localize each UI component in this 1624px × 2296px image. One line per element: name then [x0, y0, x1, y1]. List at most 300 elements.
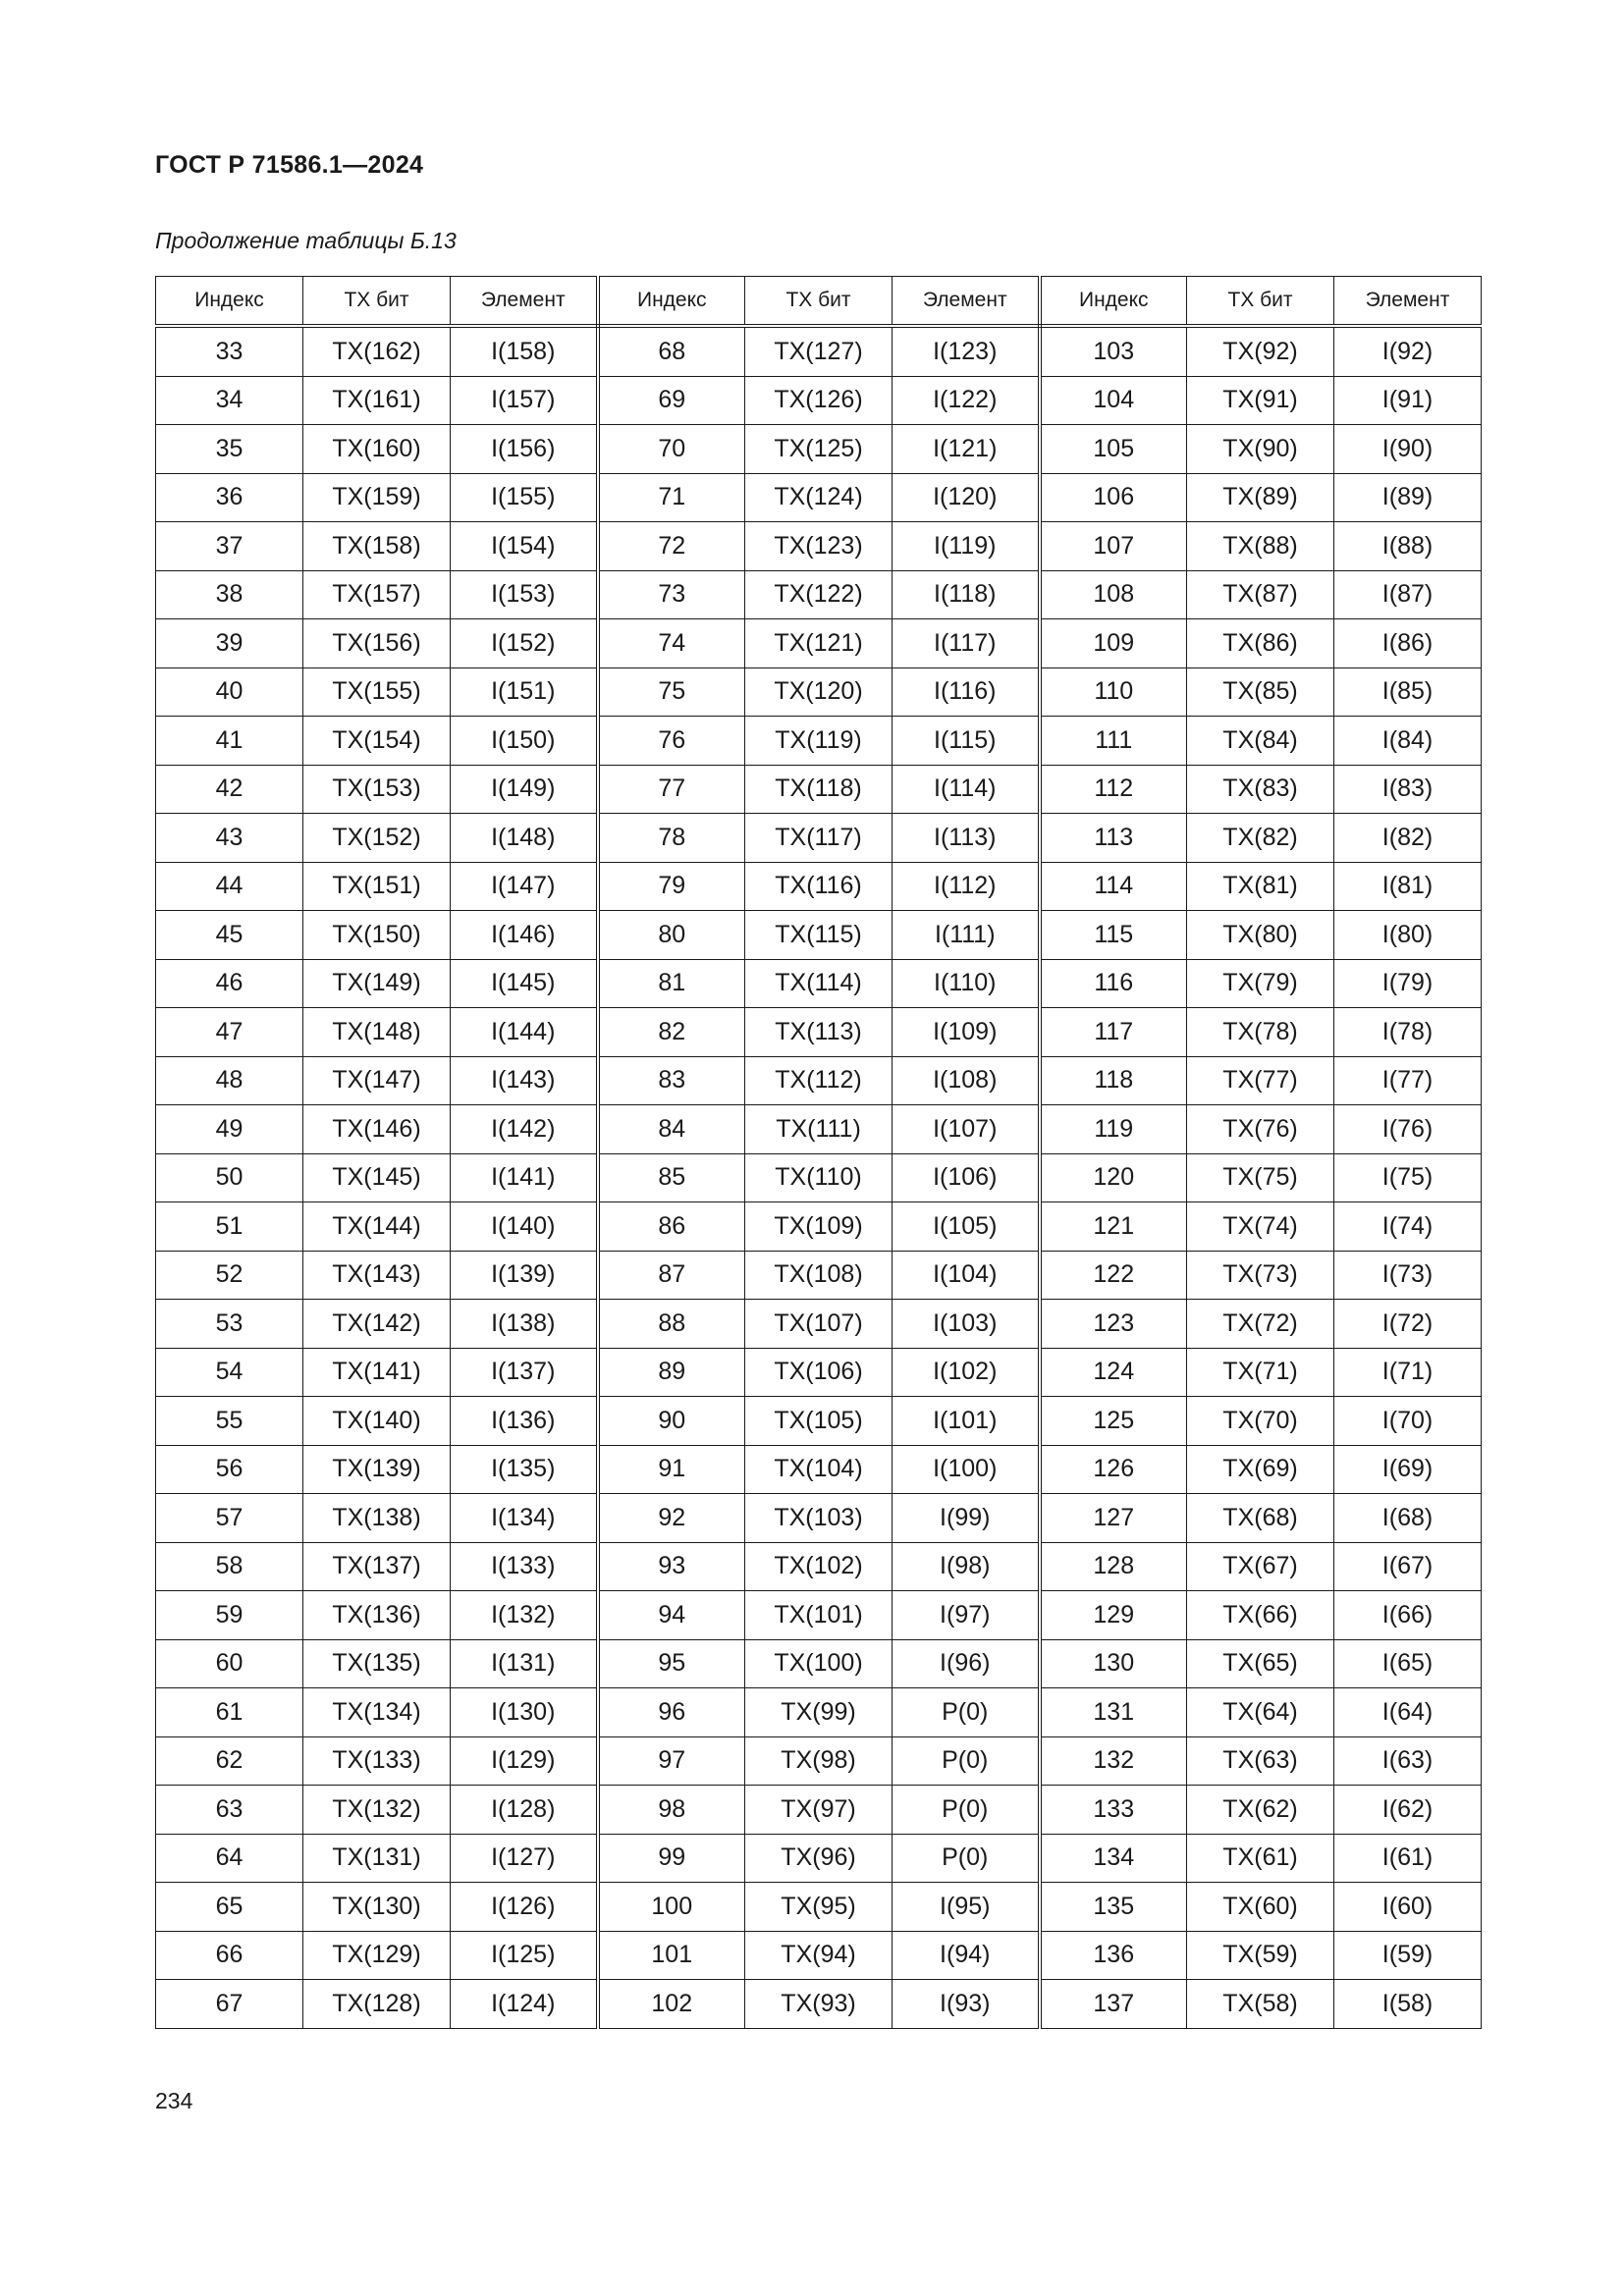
- table-cell: 135: [1040, 1883, 1187, 1932]
- table-cell: 73: [598, 570, 745, 619]
- table-row: [156, 570, 1482, 619]
- table-cell: 55: [156, 1397, 303, 1446]
- table-row: [156, 1542, 1482, 1591]
- table-cell: 133: [1040, 1786, 1187, 1835]
- table-cell: TX(129): [303, 1931, 451, 1980]
- header-row: [156, 277, 1482, 327]
- table-cell: P(0): [893, 1688, 1040, 1737]
- table-cell: 129: [1040, 1591, 1187, 1640]
- table-cell: TX(134): [303, 1688, 451, 1737]
- table-row: [156, 1688, 1482, 1737]
- table-cell: 104: [1040, 376, 1187, 425]
- table-cell: 124: [1040, 1348, 1187, 1397]
- table-cell: I(123): [893, 326, 1040, 376]
- table-cell: 33: [156, 326, 303, 376]
- data-table: [155, 276, 1482, 2029]
- table-cell: I(151): [451, 667, 598, 717]
- table-cell: I(118): [893, 570, 1040, 619]
- table-row: [156, 1834, 1482, 1883]
- table-cell: TX(148): [303, 1008, 451, 1057]
- table-cell: I(97): [893, 1591, 1040, 1640]
- table-cell: TX(77): [1187, 1056, 1334, 1105]
- table-cell: 117: [1040, 1008, 1187, 1057]
- table-cell: 78: [598, 814, 745, 863]
- table-row: [156, 1397, 1482, 1446]
- table-cell: 82: [598, 1008, 745, 1057]
- table-cell: 52: [156, 1251, 303, 1300]
- table-cell: I(74): [1334, 1202, 1482, 1252]
- table-cell: I(112): [893, 862, 1040, 911]
- table-cell: TX(94): [745, 1931, 893, 1980]
- table-cell: I(156): [451, 425, 598, 474]
- table-cell: 122: [1040, 1251, 1187, 1300]
- table-cell: 130: [1040, 1639, 1187, 1688]
- table-cell: TX(123): [745, 522, 893, 571]
- table-cell: 97: [598, 1736, 745, 1786]
- table-cell: TX(81): [1187, 862, 1334, 911]
- table-cell: 84: [598, 1105, 745, 1154]
- table-cell: TX(122): [745, 570, 893, 619]
- table-cell: TX(78): [1187, 1008, 1334, 1057]
- table-cell: 63: [156, 1786, 303, 1835]
- table-cell: TX(108): [745, 1251, 893, 1300]
- table-cell: I(120): [893, 473, 1040, 522]
- table-cell: I(148): [451, 814, 598, 863]
- table-cell: TX(145): [303, 1153, 451, 1202]
- table-cell: I(150): [451, 717, 598, 766]
- table-cell: 105: [1040, 425, 1187, 474]
- table-cell: I(109): [893, 1008, 1040, 1057]
- table-cell: TX(120): [745, 667, 893, 717]
- table-cell: TX(71): [1187, 1348, 1334, 1397]
- table-cell: 85: [598, 1153, 745, 1202]
- table-cell: I(96): [893, 1639, 1040, 1688]
- table-row: [156, 1980, 1482, 2029]
- table-body: [156, 326, 1482, 2028]
- table-cell: I(146): [451, 911, 598, 960]
- table-cell: I(61): [1334, 1834, 1482, 1883]
- table-cell: TX(142): [303, 1300, 451, 1349]
- table-cell: TX(102): [745, 1542, 893, 1591]
- table-cell: TX(97): [745, 1786, 893, 1835]
- table-cell: TX(162): [303, 326, 451, 376]
- table-cell: I(90): [1334, 425, 1482, 474]
- table-cell: I(101): [893, 1397, 1040, 1446]
- col-header-tx-bit-3: TX бит: [1187, 277, 1334, 327]
- table-row: [156, 522, 1482, 571]
- table-cell: 83: [598, 1056, 745, 1105]
- table-cell: 134: [1040, 1834, 1187, 1883]
- table-cell: I(89): [1334, 473, 1482, 522]
- table-cell: TX(105): [745, 1397, 893, 1446]
- table-cell: TX(92): [1187, 326, 1334, 376]
- table-cell: 127: [1040, 1494, 1187, 1543]
- table-cell: 101: [598, 1931, 745, 1980]
- table-cell: 118: [1040, 1056, 1187, 1105]
- table-cell: I(143): [451, 1056, 598, 1105]
- table-cell: I(71): [1334, 1348, 1482, 1397]
- table-cell: I(140): [451, 1202, 598, 1252]
- col-header-element-1: Элемент: [451, 277, 598, 327]
- table-cell: 42: [156, 765, 303, 814]
- table-cell: 62: [156, 1736, 303, 1786]
- table-cell: I(88): [1334, 522, 1482, 571]
- table-cell: 121: [1040, 1202, 1187, 1252]
- table-cell: 70: [598, 425, 745, 474]
- table-cell: TX(88): [1187, 522, 1334, 571]
- table-cell: 66: [156, 1931, 303, 1980]
- table-cell: TX(87): [1187, 570, 1334, 619]
- table-cell: TX(69): [1187, 1445, 1334, 1494]
- table-cell: 89: [598, 1348, 745, 1397]
- table-cell: I(139): [451, 1251, 598, 1300]
- table-cell: TX(79): [1187, 959, 1334, 1008]
- table-cell: TX(65): [1187, 1639, 1334, 1688]
- table-cell: TX(76): [1187, 1105, 1334, 1154]
- table-cell: TX(83): [1187, 765, 1334, 814]
- table-cell: P(0): [893, 1786, 1040, 1835]
- table-cell: TX(58): [1187, 1980, 1334, 2029]
- table-cell: TX(95): [745, 1883, 893, 1932]
- table-cell: I(117): [893, 619, 1040, 668]
- table-cell: 59: [156, 1591, 303, 1640]
- table-cell: 123: [1040, 1300, 1187, 1349]
- table-cell: 71: [598, 473, 745, 522]
- table-row: [156, 1056, 1482, 1105]
- table-cell: TX(110): [745, 1153, 893, 1202]
- table-cell: TX(85): [1187, 667, 1334, 717]
- table-cell: I(105): [893, 1202, 1040, 1252]
- table-cell: I(149): [451, 765, 598, 814]
- table-cell: 54: [156, 1348, 303, 1397]
- table-cell: TX(147): [303, 1056, 451, 1105]
- table-cell: I(132): [451, 1591, 598, 1640]
- table-cell: TX(75): [1187, 1153, 1334, 1202]
- table-cell: TX(72): [1187, 1300, 1334, 1349]
- table-cell: TX(104): [745, 1445, 893, 1494]
- table-cell: TX(67): [1187, 1542, 1334, 1591]
- table-cell: TX(155): [303, 667, 451, 717]
- table-cell: TX(140): [303, 1397, 451, 1446]
- table-cell: I(116): [893, 667, 1040, 717]
- table-cell: 92: [598, 1494, 745, 1543]
- table-cell: 34: [156, 376, 303, 425]
- table-row: [156, 1300, 1482, 1349]
- table-row: [156, 1202, 1482, 1252]
- table-cell: 37: [156, 522, 303, 571]
- table-cell: I(153): [451, 570, 598, 619]
- table-cell: I(110): [893, 959, 1040, 1008]
- table-cell: 102: [598, 1980, 745, 2029]
- col-header-element-3: Элемент: [1334, 277, 1482, 327]
- table-cell: TX(112): [745, 1056, 893, 1105]
- table-cell: 53: [156, 1300, 303, 1349]
- table-cell: 86: [598, 1202, 745, 1252]
- table-row: [156, 376, 1482, 425]
- table-cell: TX(141): [303, 1348, 451, 1397]
- table-cell: 39: [156, 619, 303, 668]
- table-cell: I(62): [1334, 1786, 1482, 1835]
- table-cell: TX(107): [745, 1300, 893, 1349]
- table-cell: I(67): [1334, 1542, 1482, 1591]
- table-cell: I(78): [1334, 1008, 1482, 1057]
- table-cell: I(133): [451, 1542, 598, 1591]
- table-cell: 126: [1040, 1445, 1187, 1494]
- table-cell: I(73): [1334, 1251, 1482, 1300]
- table-cell: P(0): [893, 1834, 1040, 1883]
- table-row: [156, 425, 1482, 474]
- table-cell: I(128): [451, 1786, 598, 1835]
- table-cell: 68: [598, 326, 745, 376]
- table-cell: TX(60): [1187, 1883, 1334, 1932]
- table-cell: I(66): [1334, 1591, 1482, 1640]
- table-row: [156, 959, 1482, 1008]
- table-cell: I(122): [893, 376, 1040, 425]
- table-row: [156, 473, 1482, 522]
- table-cell: TX(132): [303, 1786, 451, 1835]
- table-cell: TX(100): [745, 1639, 893, 1688]
- table-cell: I(77): [1334, 1056, 1482, 1105]
- table-cell: TX(149): [303, 959, 451, 1008]
- table-cell: I(64): [1334, 1688, 1482, 1737]
- table-row: [156, 619, 1482, 668]
- table-cell: 47: [156, 1008, 303, 1057]
- table-cell: TX(152): [303, 814, 451, 863]
- table-cell: 137: [1040, 1980, 1187, 2029]
- table-cell: 112: [1040, 765, 1187, 814]
- table-cell: 46: [156, 959, 303, 1008]
- table-cell: I(95): [893, 1883, 1040, 1932]
- table-cell: I(82): [1334, 814, 1482, 863]
- table-cell: 95: [598, 1639, 745, 1688]
- table-cell: 77: [598, 765, 745, 814]
- table-cell: 116: [1040, 959, 1187, 1008]
- table-cell: 38: [156, 570, 303, 619]
- table-cell: 45: [156, 911, 303, 960]
- table-row: [156, 1736, 1482, 1786]
- table-cell: TX(82): [1187, 814, 1334, 863]
- table-cell: I(106): [893, 1153, 1040, 1202]
- table-cell: I(108): [893, 1056, 1040, 1105]
- table-cell: TX(66): [1187, 1591, 1334, 1640]
- table-cell: I(144): [451, 1008, 598, 1057]
- table-cell: TX(137): [303, 1542, 451, 1591]
- table-head: [156, 277, 1482, 327]
- table-caption: Продолжение таблицы Б.13: [155, 228, 457, 253]
- table-cell: 79: [598, 862, 745, 911]
- table-cell: TX(138): [303, 1494, 451, 1543]
- table-cell: I(69): [1334, 1445, 1482, 1494]
- table-cell: 99: [598, 1834, 745, 1883]
- table-cell: 106: [1040, 473, 1187, 522]
- table-cell: 57: [156, 1494, 303, 1543]
- table-row: [156, 911, 1482, 960]
- table-cell: TX(80): [1187, 911, 1334, 960]
- table-cell: TX(157): [303, 570, 451, 619]
- table-cell: TX(154): [303, 717, 451, 766]
- table-row: [156, 1639, 1482, 1688]
- table-cell: TX(101): [745, 1591, 893, 1640]
- table-cell: TX(119): [745, 717, 893, 766]
- table-cell: I(60): [1334, 1883, 1482, 1932]
- table-cell: I(92): [1334, 326, 1482, 376]
- table-row: [156, 1931, 1482, 1980]
- table-cell: 49: [156, 1105, 303, 1154]
- table-cell: I(103): [893, 1300, 1040, 1349]
- col-header-element-2: Элемент: [893, 277, 1040, 327]
- table-cell: 132: [1040, 1736, 1187, 1786]
- table-cell: TX(70): [1187, 1397, 1334, 1446]
- table-cell: TX(118): [745, 765, 893, 814]
- table-cell: I(155): [451, 473, 598, 522]
- table-cell: I(85): [1334, 667, 1482, 717]
- table-cell: TX(133): [303, 1736, 451, 1786]
- table-cell: 94: [598, 1591, 745, 1640]
- table-cell: 103: [1040, 326, 1187, 376]
- table-cell: I(72): [1334, 1300, 1482, 1349]
- table-cell: I(98): [893, 1542, 1040, 1591]
- table-cell: TX(98): [745, 1736, 893, 1786]
- table-cell: I(125): [451, 1931, 598, 1980]
- table-row: [156, 326, 1482, 376]
- table-cell: I(79): [1334, 959, 1482, 1008]
- table-cell: 87: [598, 1251, 745, 1300]
- table-cell: TX(126): [745, 376, 893, 425]
- table-row: [156, 1445, 1482, 1494]
- table-cell: TX(125): [745, 425, 893, 474]
- table-cell: 58: [156, 1542, 303, 1591]
- table-cell: 120: [1040, 1153, 1187, 1202]
- table-cell: TX(62): [1187, 1786, 1334, 1835]
- table-row: [156, 814, 1482, 863]
- table-cell: 41: [156, 717, 303, 766]
- table-cell: I(134): [451, 1494, 598, 1543]
- table-cell: I(83): [1334, 765, 1482, 814]
- table-cell: I(107): [893, 1105, 1040, 1154]
- table-cell: I(124): [451, 1980, 598, 2029]
- table-cell: 100: [598, 1883, 745, 1932]
- table-row: [156, 1105, 1482, 1154]
- table-cell: 93: [598, 1542, 745, 1591]
- table-cell: TX(111): [745, 1105, 893, 1154]
- table-cell: I(84): [1334, 717, 1482, 766]
- table-cell: TX(59): [1187, 1931, 1334, 1980]
- table-cell: TX(96): [745, 1834, 893, 1883]
- table-cell: 96: [598, 1688, 745, 1737]
- table-cell: TX(128): [303, 1980, 451, 2029]
- table-cell: I(86): [1334, 619, 1482, 668]
- table-cell: 109: [1040, 619, 1187, 668]
- table-cell: 91: [598, 1445, 745, 1494]
- table-cell: 88: [598, 1300, 745, 1349]
- table-cell: I(87): [1334, 570, 1482, 619]
- table-cell: I(127): [451, 1834, 598, 1883]
- table-cell: 110: [1040, 667, 1187, 717]
- table-cell: I(126): [451, 1883, 598, 1932]
- table-cell: 48: [156, 1056, 303, 1105]
- table-cell: 113: [1040, 814, 1187, 863]
- table-cell: 67: [156, 1980, 303, 2029]
- table-cell: TX(146): [303, 1105, 451, 1154]
- table-cell: TX(74): [1187, 1202, 1334, 1252]
- table-cell: I(58): [1334, 1980, 1482, 2029]
- table-cell: I(75): [1334, 1153, 1482, 1202]
- table-row: [156, 1008, 1482, 1057]
- col-header-index-2: Индекс: [598, 277, 745, 327]
- table-cell: I(65): [1334, 1639, 1482, 1688]
- table-cell: 114: [1040, 862, 1187, 911]
- table-row: [156, 667, 1482, 717]
- table-cell: TX(109): [745, 1202, 893, 1252]
- table-cell: 44: [156, 862, 303, 911]
- table-cell: TX(136): [303, 1591, 451, 1640]
- table-cell: TX(73): [1187, 1251, 1334, 1300]
- document-id: ГОСТ Р 71586.1—2024: [155, 151, 424, 179]
- table-cell: TX(86): [1187, 619, 1334, 668]
- table-cell: TX(114): [745, 959, 893, 1008]
- table-cell: TX(90): [1187, 425, 1334, 474]
- table-cell: I(102): [893, 1348, 1040, 1397]
- table-cell: 75: [598, 667, 745, 717]
- table-cell: TX(116): [745, 862, 893, 911]
- table-cell: I(130): [451, 1688, 598, 1737]
- table-cell: I(100): [893, 1445, 1040, 1494]
- table-cell: I(136): [451, 1397, 598, 1446]
- table-cell: TX(68): [1187, 1494, 1334, 1543]
- table-cell: I(157): [451, 376, 598, 425]
- table-cell: TX(161): [303, 376, 451, 425]
- table-cell: 108: [1040, 570, 1187, 619]
- table-cell: I(147): [451, 862, 598, 911]
- table-cell: 81: [598, 959, 745, 1008]
- table-cell: TX(160): [303, 425, 451, 474]
- table-cell: I(141): [451, 1153, 598, 1202]
- table-cell: TX(89): [1187, 473, 1334, 522]
- table-cell: 115: [1040, 911, 1187, 960]
- table-cell: I(158): [451, 326, 598, 376]
- table-cell: TX(144): [303, 1202, 451, 1252]
- table-cell: P(0): [893, 1736, 1040, 1786]
- table-cell: 43: [156, 814, 303, 863]
- table-cell: I(68): [1334, 1494, 1482, 1543]
- table-cell: 128: [1040, 1542, 1187, 1591]
- table-cell: 65: [156, 1883, 303, 1932]
- table-cell: 74: [598, 619, 745, 668]
- table-cell: TX(124): [745, 473, 893, 522]
- table-cell: 35: [156, 425, 303, 474]
- table-cell: I(142): [451, 1105, 598, 1154]
- table-cell: TX(117): [745, 814, 893, 863]
- table-cell: I(115): [893, 717, 1040, 766]
- table-cell: I(81): [1334, 862, 1482, 911]
- table-cell: 80: [598, 911, 745, 960]
- table-cell: 50: [156, 1153, 303, 1202]
- table-cell: TX(113): [745, 1008, 893, 1057]
- table-cell: I(129): [451, 1736, 598, 1786]
- table-cell: 64: [156, 1834, 303, 1883]
- table-cell: TX(106): [745, 1348, 893, 1397]
- table-cell: I(145): [451, 959, 598, 1008]
- page-number: 234: [155, 2088, 193, 2113]
- table-row: [156, 717, 1482, 766]
- table-cell: 69: [598, 376, 745, 425]
- table-cell: I(76): [1334, 1105, 1482, 1154]
- table-cell: 119: [1040, 1105, 1187, 1154]
- table-cell: 90: [598, 1397, 745, 1446]
- table-cell: 131: [1040, 1688, 1187, 1737]
- table-cell: I(104): [893, 1251, 1040, 1300]
- table-row: [156, 862, 1482, 911]
